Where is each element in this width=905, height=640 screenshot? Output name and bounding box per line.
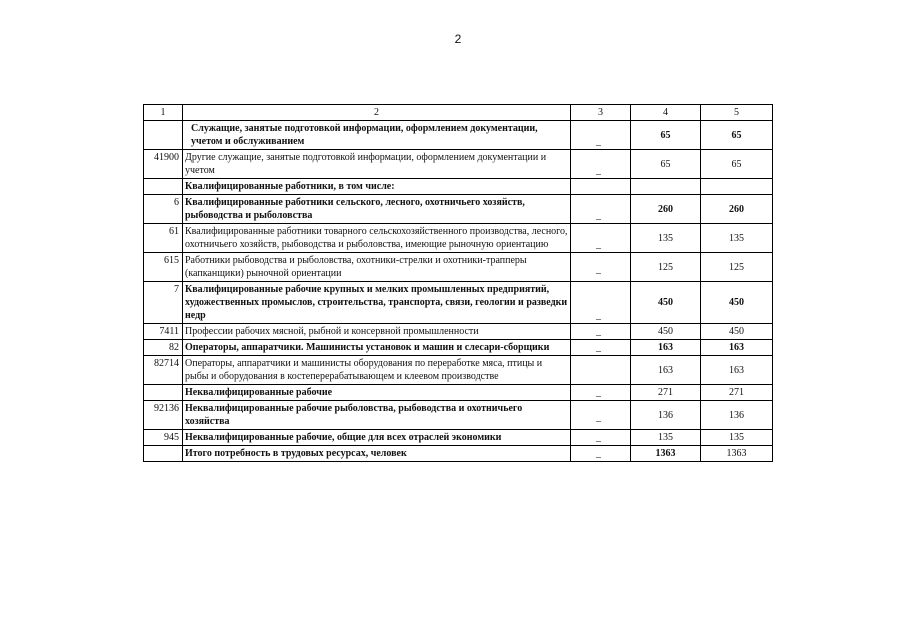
occupation-code-cell: 7411 — [144, 324, 183, 340]
occupation-description-cell: Итого потребность в трудовых ресурсах, человек — [183, 446, 571, 462]
occupation-code-cell: 945 — [144, 430, 183, 446]
column-4-value-cell — [631, 179, 701, 195]
column-5-value-cell: 65 — [701, 121, 773, 150]
column-4-value-cell: 135 — [631, 430, 701, 446]
column-4-value-cell: 450 — [631, 282, 701, 324]
column-3-cell: _ — [571, 430, 631, 446]
occupation-description-cell: Неквалифицированные рабочие, общие для всех отраслей экономики — [183, 430, 571, 446]
column-4-value-cell: 1363 — [631, 446, 701, 462]
occupation-description-cell: Операторы, аппаратчики и машинисты оборудования по переработке мяса, птицы и рыбы и оборудования в костеперерабатывающем и клеевом производстве — [183, 356, 571, 385]
column-5-value-cell: 260 — [701, 195, 773, 224]
occupation-code-cell — [144, 385, 183, 401]
occupation-code-cell: 41900 — [144, 150, 183, 179]
table-row — [144, 401, 773, 430]
occupation-description-cell: Квалифицированные работники, в том числе: — [183, 179, 571, 195]
header-cell: 3 — [571, 105, 631, 121]
column-5-value-cell: 136 — [701, 401, 773, 430]
occupation-description-cell: Квалифицированные работники товарного сельскохозяйственного производства, лесного, охотничьего хозяйств, рыбоводства и рыболовства, имеющие рыночную ориентацию — [183, 224, 571, 253]
column-3-cell: _ — [571, 121, 631, 150]
column-3-cell: _ — [571, 324, 631, 340]
column-4-value-cell: 163 — [631, 356, 701, 385]
column-3-cell: _ — [571, 150, 631, 179]
column-4-value-cell: 136 — [631, 401, 701, 430]
column-4-value-cell: 135 — [631, 224, 701, 253]
column-5-value-cell: 163 — [701, 340, 773, 356]
occupation-description-cell: Другие служащие, занятые подготовкой информации, оформлением документации и учетом — [183, 150, 571, 179]
occupation-description-cell: Квалифицированные работники сельского, лесного, охотничьего хозяйств, рыбоводства и рыболовства — [183, 195, 571, 224]
column-5-value-cell: 1363 — [701, 446, 773, 462]
column-5-value-cell: 450 — [701, 282, 773, 324]
table-row — [144, 121, 773, 150]
column-3-cell: _ — [571, 340, 631, 356]
occupation-description-cell: Служащие, занятые подготовкой информации, оформлением документации, учетом и обслуживанием — [183, 121, 571, 150]
column-5-value-cell: 125 — [701, 253, 773, 282]
occupation-code-cell: 7 — [144, 282, 183, 324]
column-3-cell — [571, 179, 631, 195]
occupation-code-cell — [144, 121, 183, 150]
labor-resources-table — [143, 104, 773, 462]
table-row — [144, 356, 773, 385]
table-row — [144, 340, 773, 356]
occupation-code-cell: 6 — [144, 195, 183, 224]
occupation-code-cell: 61 — [144, 224, 183, 253]
column-4-value-cell: 163 — [631, 340, 701, 356]
column-3-cell — [571, 356, 631, 385]
table-header-row — [144, 105, 773, 121]
column-3-cell: _ — [571, 224, 631, 253]
occupation-description-cell: Операторы, аппаратчики. Машинисты установок и машин и слесари-сборщики — [183, 340, 571, 356]
table-row — [144, 446, 773, 462]
column-4-value-cell: 65 — [631, 150, 701, 179]
table-row — [144, 224, 773, 253]
column-4-value-cell: 260 — [631, 195, 701, 224]
header-cell: 1 — [144, 105, 183, 121]
column-4-value-cell: 450 — [631, 324, 701, 340]
occupation-description-cell: Профессии рабочих мясной, рыбной и консервной промышленности — [183, 324, 571, 340]
table-row — [144, 195, 773, 224]
occupation-code-cell: 82 — [144, 340, 183, 356]
table-row — [144, 179, 773, 195]
column-5-value-cell — [701, 179, 773, 195]
occupation-description-cell: Неквалифицированные рабочие рыболовства, рыбоводства и охотничьего хозяйства — [183, 401, 571, 430]
column-3-cell: _ — [571, 195, 631, 224]
column-5-value-cell: 450 — [701, 324, 773, 340]
table-row — [144, 430, 773, 446]
page-number: 2 — [454, 32, 462, 46]
column-5-value-cell: 135 — [701, 224, 773, 253]
header-cell: 5 — [701, 105, 773, 121]
table-row — [144, 324, 773, 340]
table-row — [144, 282, 773, 324]
occupation-description-cell: Работники рыбоводства и рыболовства, охотники-стрелки и охотники-трапперы (капканщики) рыночной ориентации — [183, 253, 571, 282]
column-5-value-cell: 163 — [701, 356, 773, 385]
column-3-cell: _ — [571, 446, 631, 462]
occupation-code-cell: 82714 — [144, 356, 183, 385]
column-5-value-cell: 271 — [701, 385, 773, 401]
occupation-description-cell: Квалифицированные рабочие крупных и мелких промышленных предприятий, художественных промыслов, строительства, транспорта, связи, геологии и разведки недр — [183, 282, 571, 324]
occupation-code-cell — [144, 446, 183, 462]
occupation-description-cell: Неквалифицированные рабочие — [183, 385, 571, 401]
column-5-value-cell: 135 — [701, 430, 773, 446]
table-row — [144, 150, 773, 179]
column-4-value-cell: 271 — [631, 385, 701, 401]
column-5-value-cell: 65 — [701, 150, 773, 179]
column-4-value-cell: 125 — [631, 253, 701, 282]
column-3-cell: – — [571, 401, 631, 430]
column-4-value-cell: 65 — [631, 121, 701, 150]
column-3-cell: _ — [571, 282, 631, 324]
column-3-cell: _ — [571, 385, 631, 401]
occupation-code-cell: 615 — [144, 253, 183, 282]
table-row — [144, 385, 773, 401]
table-row — [144, 253, 773, 282]
column-3-cell: – — [571, 253, 631, 282]
occupation-code-cell — [144, 179, 183, 195]
header-cell: 2 — [183, 105, 571, 121]
header-cell: 4 — [631, 105, 701, 121]
occupation-code-cell: 92136 — [144, 401, 183, 430]
